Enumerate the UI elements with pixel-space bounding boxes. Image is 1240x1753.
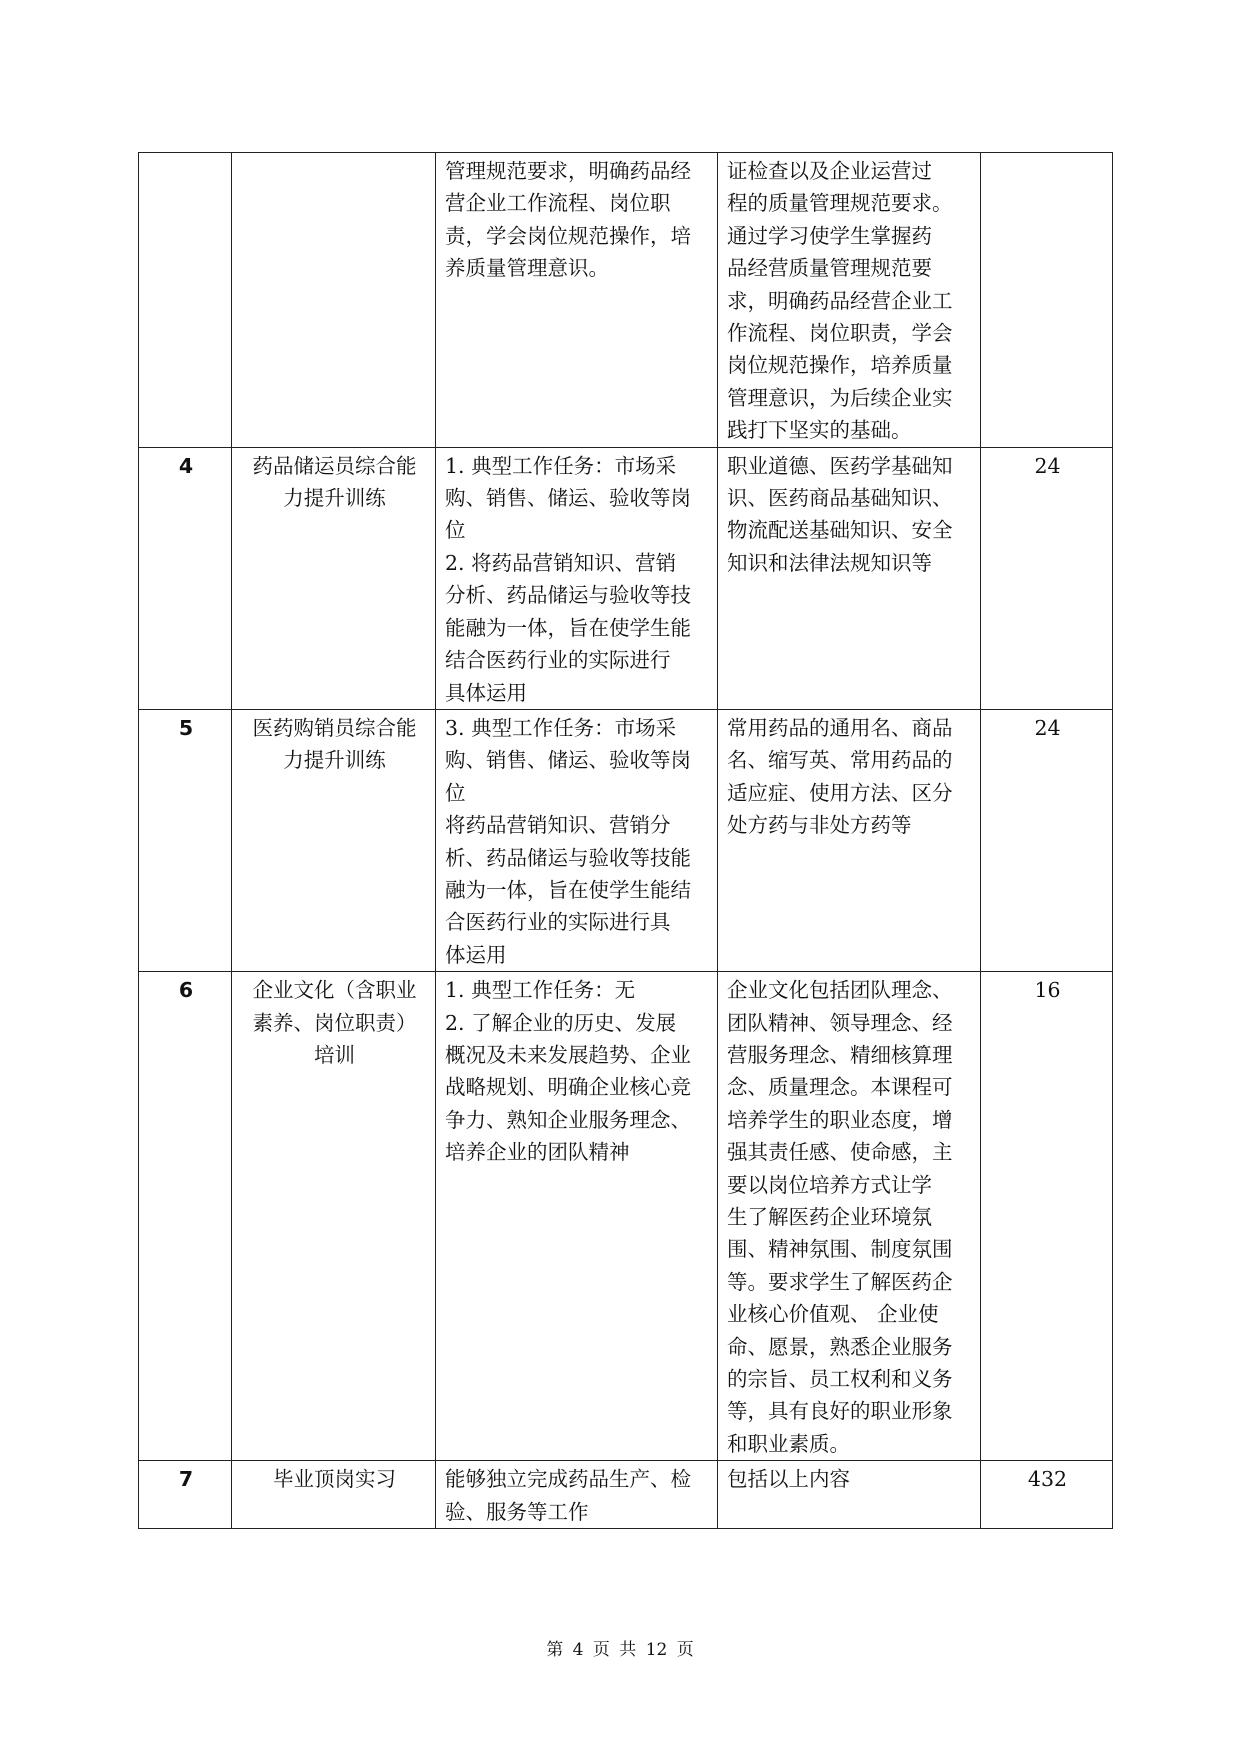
content-line: 团队精神、领导理念、经 (727, 1010, 953, 1035)
cell-number: 4 (139, 447, 232, 709)
cell-course-name (232, 709, 436, 971)
content-line: 知识和法律法规知识等 (727, 550, 932, 575)
task-line: 具体运用 (445, 680, 527, 705)
cell-course-name (232, 153, 436, 448)
course-name-line: 企业文化（含职业 (252, 978, 417, 1003)
cell-hours: 16 (981, 972, 1113, 1461)
cell-content (718, 972, 981, 1461)
content-line: 和职业素质。 (727, 1431, 850, 1456)
cell-course-name (232, 447, 436, 709)
content-line: 生了解医药企业环境氛 (727, 1205, 932, 1229)
content-line: 处方药与非处方药等 (727, 813, 912, 838)
content-line: 适应症、使用方法、区分 (727, 780, 953, 805)
content-line: 作流程、岗位职责，学会 (727, 321, 953, 346)
content-line: 常用药品的通用名、商品 (727, 715, 953, 740)
cell-task (436, 709, 718, 971)
content-line: 品经营质量管理规范要 (727, 256, 932, 281)
task-line: 培养企业的团队精神 (445, 1140, 630, 1165)
cell-number: 5 (139, 709, 232, 971)
task-line: 位 (445, 780, 466, 805)
content-line: 围、精神氛围、制度氛围 (727, 1237, 953, 1262)
task-line: 分析、药品储运与验收等技 (445, 583, 691, 608)
cell-number: 7 (139, 1461, 232, 1529)
task-line: 能融为一体，旨在使学生能 (445, 615, 691, 640)
task-line: 合医药行业的实际进行具 (445, 910, 671, 935)
cell-hours (981, 153, 1113, 448)
task-line: 融为一体，旨在使学生能结 (445, 877, 691, 902)
content-line: 物流配送基础知识、安全 (727, 518, 953, 543)
task-line: 结合医药行业的实际进行 (445, 648, 671, 673)
task-line: 位 (445, 518, 466, 543)
cell-course-name (232, 1461, 436, 1529)
table-row (139, 709, 1113, 971)
content-line: 程的质量管理规范要求。 (727, 191, 953, 216)
task-line: 能够独立完成药品生产、检 (445, 1467, 691, 1492)
task-line: 养质量管理意识。 (445, 256, 609, 281)
content-line: 培养学生的职业态度，增 (727, 1107, 953, 1132)
cell-number: 6 (139, 972, 232, 1461)
course-name-line: 毕业顶岗实习 (273, 1467, 396, 1492)
course-table-body (139, 153, 1113, 1529)
task-line: 3. 典型工作任务：市场采 (445, 715, 677, 740)
task-line: 营企业工作流程、岗位职 (445, 191, 671, 216)
cell-course-name (232, 972, 436, 1461)
content-line: 营服务理念、精细核算理 (727, 1042, 953, 1067)
task-line: 购、销售、储运、验收等岗 (445, 486, 691, 511)
course-name-line: 培训 (314, 1042, 355, 1067)
content-line: 等。要求学生了解医药企 (727, 1269, 953, 1294)
course-name-line: 力提升训练 (283, 486, 386, 511)
task-line: 将药品营销知识、营销分 (445, 813, 671, 838)
content-line: 要以岗位培养方式让学 (727, 1172, 932, 1197)
content-line: 命、愿景，熟悉企业服务 (727, 1334, 953, 1359)
content-line: 业核心价值观、 企业使 (727, 1302, 939, 1327)
task-line: 概况及未来发展趋势、企业 (445, 1042, 691, 1067)
content-line: 践打下坚实的基础。 (727, 418, 912, 443)
table-row (139, 972, 1113, 1461)
content-line: 强其责任感、使命感，主 (727, 1140, 953, 1165)
content-line: 名、缩写英、常用药品的 (727, 748, 953, 773)
cell-content (718, 1461, 981, 1529)
content-line: 念、质量理念。本课程可 (727, 1075, 953, 1100)
cell-task (436, 972, 718, 1461)
course-table (138, 152, 1113, 1529)
content-line: 证检查以及企业运营过 (727, 159, 932, 183)
course-name-line: 素养、岗位职责） (252, 1010, 417, 1035)
content-line: 识、医药商品基础知识、 (727, 486, 953, 511)
cell-number (139, 153, 232, 448)
task-line: 购、销售、储运、验收等岗 (445, 748, 691, 773)
content-line: 的宗旨、员工权利和义务 (727, 1367, 953, 1392)
task-line: 验、服务等工作 (445, 1499, 589, 1524)
task-line: 1. 典型工作任务：市场采 (445, 453, 677, 478)
content-line: 管理意识，为后续企业实 (727, 385, 953, 410)
content-line: 包括以上内容 (727, 1467, 850, 1492)
page-footer: 第 4 页 共 12 页 (546, 1640, 694, 1660)
cell-content (718, 153, 981, 448)
content-line: 通过学习使学生掌握药 (727, 223, 932, 248)
task-line: 管理规范要求，明确药品经 (445, 159, 691, 183)
task-line: 析、药品储运与验收等技能 (445, 845, 691, 870)
content-line: 企业文化包括团队理念、 (727, 978, 953, 1003)
cell-content (718, 447, 981, 709)
task-line: 战略规划、明确企业核心竞 (445, 1075, 691, 1100)
cell-hours: 432 (981, 1461, 1113, 1529)
cell-hours: 24 (981, 709, 1113, 971)
table-row (139, 447, 1113, 709)
task-line: 争力、熟知企业服务理念、 (445, 1107, 691, 1132)
content-line: 求，明确药品经营企业工 (727, 288, 953, 313)
course-name-line: 医药购销员综合能 (252, 715, 417, 740)
content-line: 等，具有良好的职业形象 (727, 1399, 953, 1424)
task-line: 责，学会岗位规范操作，培 (445, 223, 691, 248)
table-row (139, 153, 1113, 448)
task-line: 体运用 (445, 942, 507, 967)
course-name-line: 力提升训练 (283, 748, 386, 773)
cell-hours: 24 (981, 447, 1113, 709)
task-line: 2. 将药品营销知识、营销 (445, 550, 677, 575)
cell-content (718, 709, 981, 971)
table-row (139, 1461, 1113, 1529)
course-name-line: 药品储运员综合能 (252, 453, 417, 478)
cell-task (436, 153, 718, 448)
content-line: 职业道德、医药学基础知 (727, 453, 953, 478)
cell-task (436, 447, 718, 709)
content-line: 岗位规范操作，培养质量 (727, 353, 953, 378)
task-line: 1. 典型工作任务：无 (445, 978, 636, 1003)
cell-task (436, 1461, 718, 1529)
task-line: 2. 了解企业的历史、发展 (445, 1010, 677, 1035)
